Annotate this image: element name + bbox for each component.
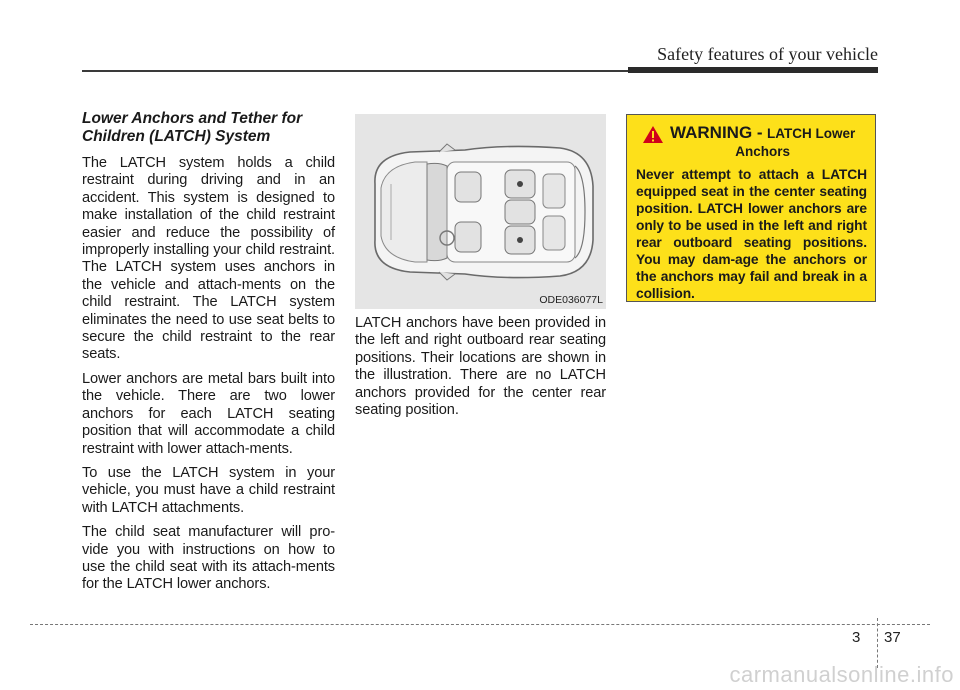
middle-column — [355, 114, 606, 426]
warning-word: WARNING - — [670, 123, 763, 142]
warning-body: Never attempt to attach a LATCH equipped seat in the center seating position. LATCH lower anchors are only to be used in the left and right rear outboard seating positions. You may dam-age the anchors or the anchors may fail and break in a collision. — [636, 167, 867, 301]
paragraph-manufacturer-instructions: The child seat manufacturer will pro-vide you with instructions on how to use the child seat with its attach-ments for the LATCH lower anchors. — [82, 524, 335, 593]
left-column — [82, 110, 335, 601]
paragraph-latch-intro: The LATCH system holds a child restraint during driving and in an accident. This system is designed to make installation of the child restraint easier and reduce the possibility of improperly installing your child restraint. The LATCH system uses anchors in the vehicle and attach-ments on the child restraint. The LATCH system eliminates the need to use seat belts to secure the child restraint to the rear seats. — [82, 155, 335, 363]
warning-subtitle-line2: Anchors — [735, 144, 790, 159]
header-section-title: Safety features of your vehicle — [657, 44, 878, 64]
paragraph-lower-anchors: Lower anchors are metal bars built into the vehicle. There are two lower anchors for each LATCH seating position that will accommodate a child restraint with lower attach-ments. — [82, 370, 335, 457]
warning-triangle-icon — [642, 125, 664, 144]
footer-rule — [30, 624, 930, 625]
car-top-view-drawing — [355, 114, 606, 309]
header-rule-accent — [628, 67, 878, 73]
figure-code: ODE036077L — [539, 294, 603, 306]
paragraph-anchor-locations: LATCH anchors have been provided in the left and right outboard rear seating positions. Their locations are shown in the illustration. There are no LATCH anchors provided for the center rear seating position. — [355, 315, 606, 419]
warning-subtitle-line1: LATCH Lower — [767, 126, 856, 141]
page-divider — [877, 618, 878, 668]
warning-box — [626, 114, 876, 302]
paragraph-latch-requirement: To use the LATCH system in your vehicle, you must have a child restraint with LATCH attachments. — [82, 464, 335, 516]
vehicle-illustration — [355, 114, 606, 309]
page-number: 37 — [884, 629, 901, 646]
watermark: carmanualsonline.info — [729, 662, 954, 687]
warning-header — [636, 123, 867, 160]
section-heading: Lower Anchors and Tether for Children (LATCH) System — [82, 110, 303, 145]
page-chapter: 3 — [852, 629, 861, 646]
